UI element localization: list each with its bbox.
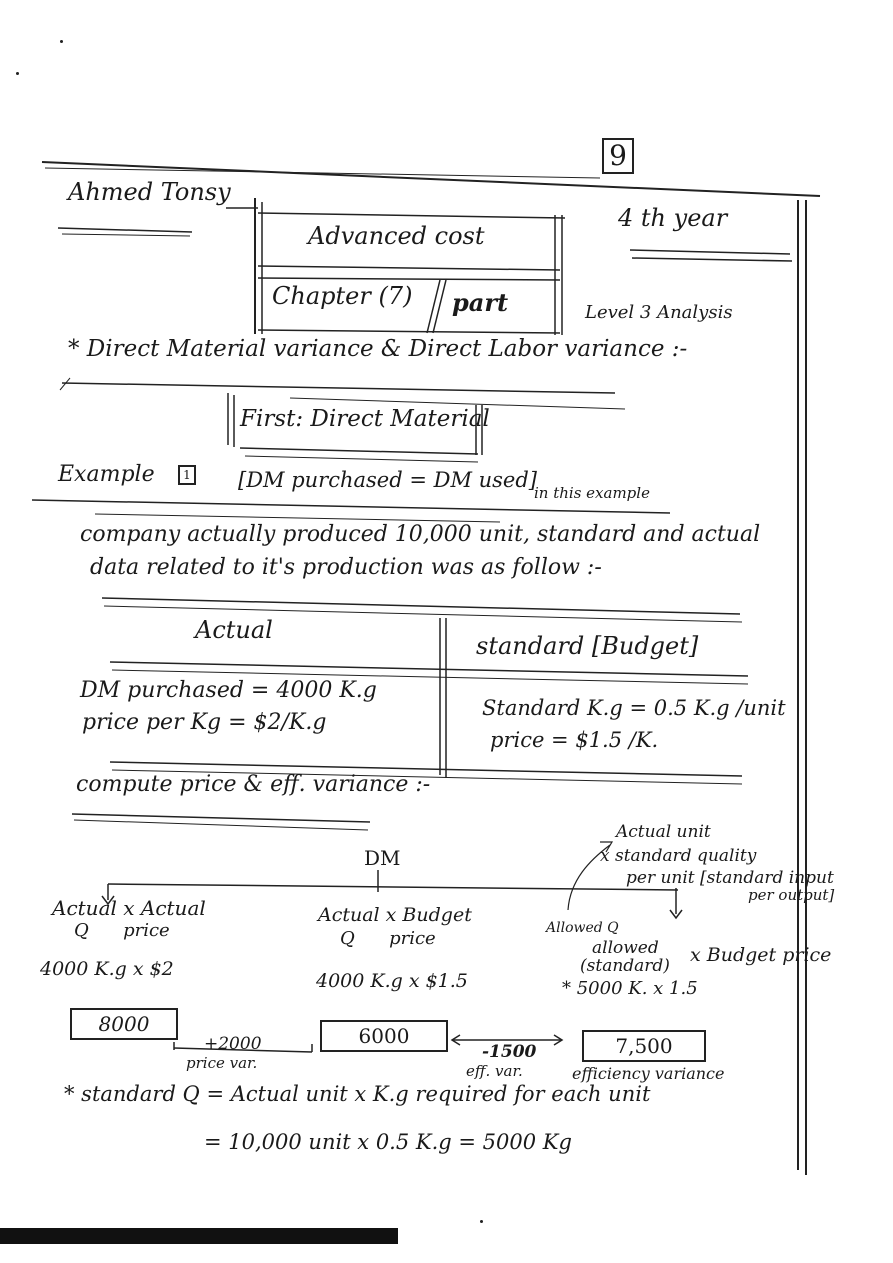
intro-line-1: company actually produced 10,000 unit, standard and actual: [80, 522, 761, 547]
table-actual-row-2: price per Kg = $2/K.g: [82, 710, 327, 735]
col1-result: 8000: [70, 1008, 178, 1040]
table-standard-row-1: Standard K.g = 0.5 K.g /unit: [482, 696, 786, 720]
col1-heading-1: Actual x Actual: [52, 896, 206, 920]
col3-small-label: Allowed Q: [546, 920, 619, 936]
col2-heading-1: Actual x Budget: [318, 904, 472, 926]
efficiency-variance-value: -1500: [482, 1042, 537, 1062]
footer-line-2: = 10,000 unit x 0.5 K.g = 5000 Kg: [204, 1130, 572, 1154]
price-variance-value: +2000: [204, 1034, 262, 1054]
col1-calc: 4000 K.g x $2: [40, 958, 174, 980]
note-line-3: per unit [standard input: [626, 868, 834, 888]
chapter-label: Chapter (7): [272, 282, 413, 310]
example-note-tail: in this example: [534, 484, 650, 502]
subsection-title: First: Direct Material: [240, 406, 490, 432]
col3-heading-1: allowed: [592, 938, 659, 958]
col1-heading-2: Q price: [74, 920, 170, 941]
year-label: 4 th year: [618, 204, 728, 232]
course-title: Advanced cost: [308, 222, 485, 250]
section-title: * Direct Material variance & Direct Labor variance :-: [68, 336, 688, 362]
price-variance-label: price var.: [186, 1054, 258, 1072]
col3-result: 7,500: [582, 1030, 706, 1062]
table-header-standard: standard [Budget]: [476, 632, 699, 660]
efficiency-variance-label: eff. var.: [466, 1062, 523, 1080]
example-note: [DM purchased = DM used]: [238, 468, 537, 492]
footer-line-1: * standard Q = Actual unit x K.g required for each unit: [64, 1082, 651, 1106]
col2-heading-2: Q price: [340, 928, 436, 949]
table-header-actual: Actual: [195, 616, 273, 644]
note-line-1: Actual unit: [616, 822, 711, 842]
col2-calc: 4000 K.g x $1.5: [316, 970, 468, 992]
task-text: compute price & eff. variance :-: [76, 772, 431, 797]
part-label: part: [452, 288, 509, 317]
page-number: 9: [602, 138, 634, 174]
diagram-root: DM: [364, 846, 401, 870]
note-line-4: per output]: [748, 886, 835, 904]
table-actual-row-1: DM purchased = 4000 K.g: [80, 678, 377, 703]
example-label: Example: [58, 462, 155, 487]
intro-line-2: data related to it's production was as follow :-: [90, 555, 602, 580]
example-number: 1: [178, 465, 196, 485]
col3-heading-2: (standard): [580, 956, 670, 976]
speck: [480, 1220, 483, 1223]
col2-result: 6000: [320, 1020, 448, 1052]
col3-calc: * 5000 K. x 1.5: [562, 978, 698, 999]
note-line-2: x standard quality: [600, 846, 757, 866]
author-name: Ahmed Tonsy: [68, 178, 231, 206]
table-standard-row-2: price = $1.5 /K.: [490, 728, 659, 752]
speck: [60, 40, 63, 43]
efficiency-variance-full: efficiency variance: [572, 1064, 725, 1083]
col3-heading-3: x Budget price: [690, 944, 832, 966]
level-label: Level 3 Analysis: [585, 302, 733, 323]
speck: [16, 72, 19, 75]
